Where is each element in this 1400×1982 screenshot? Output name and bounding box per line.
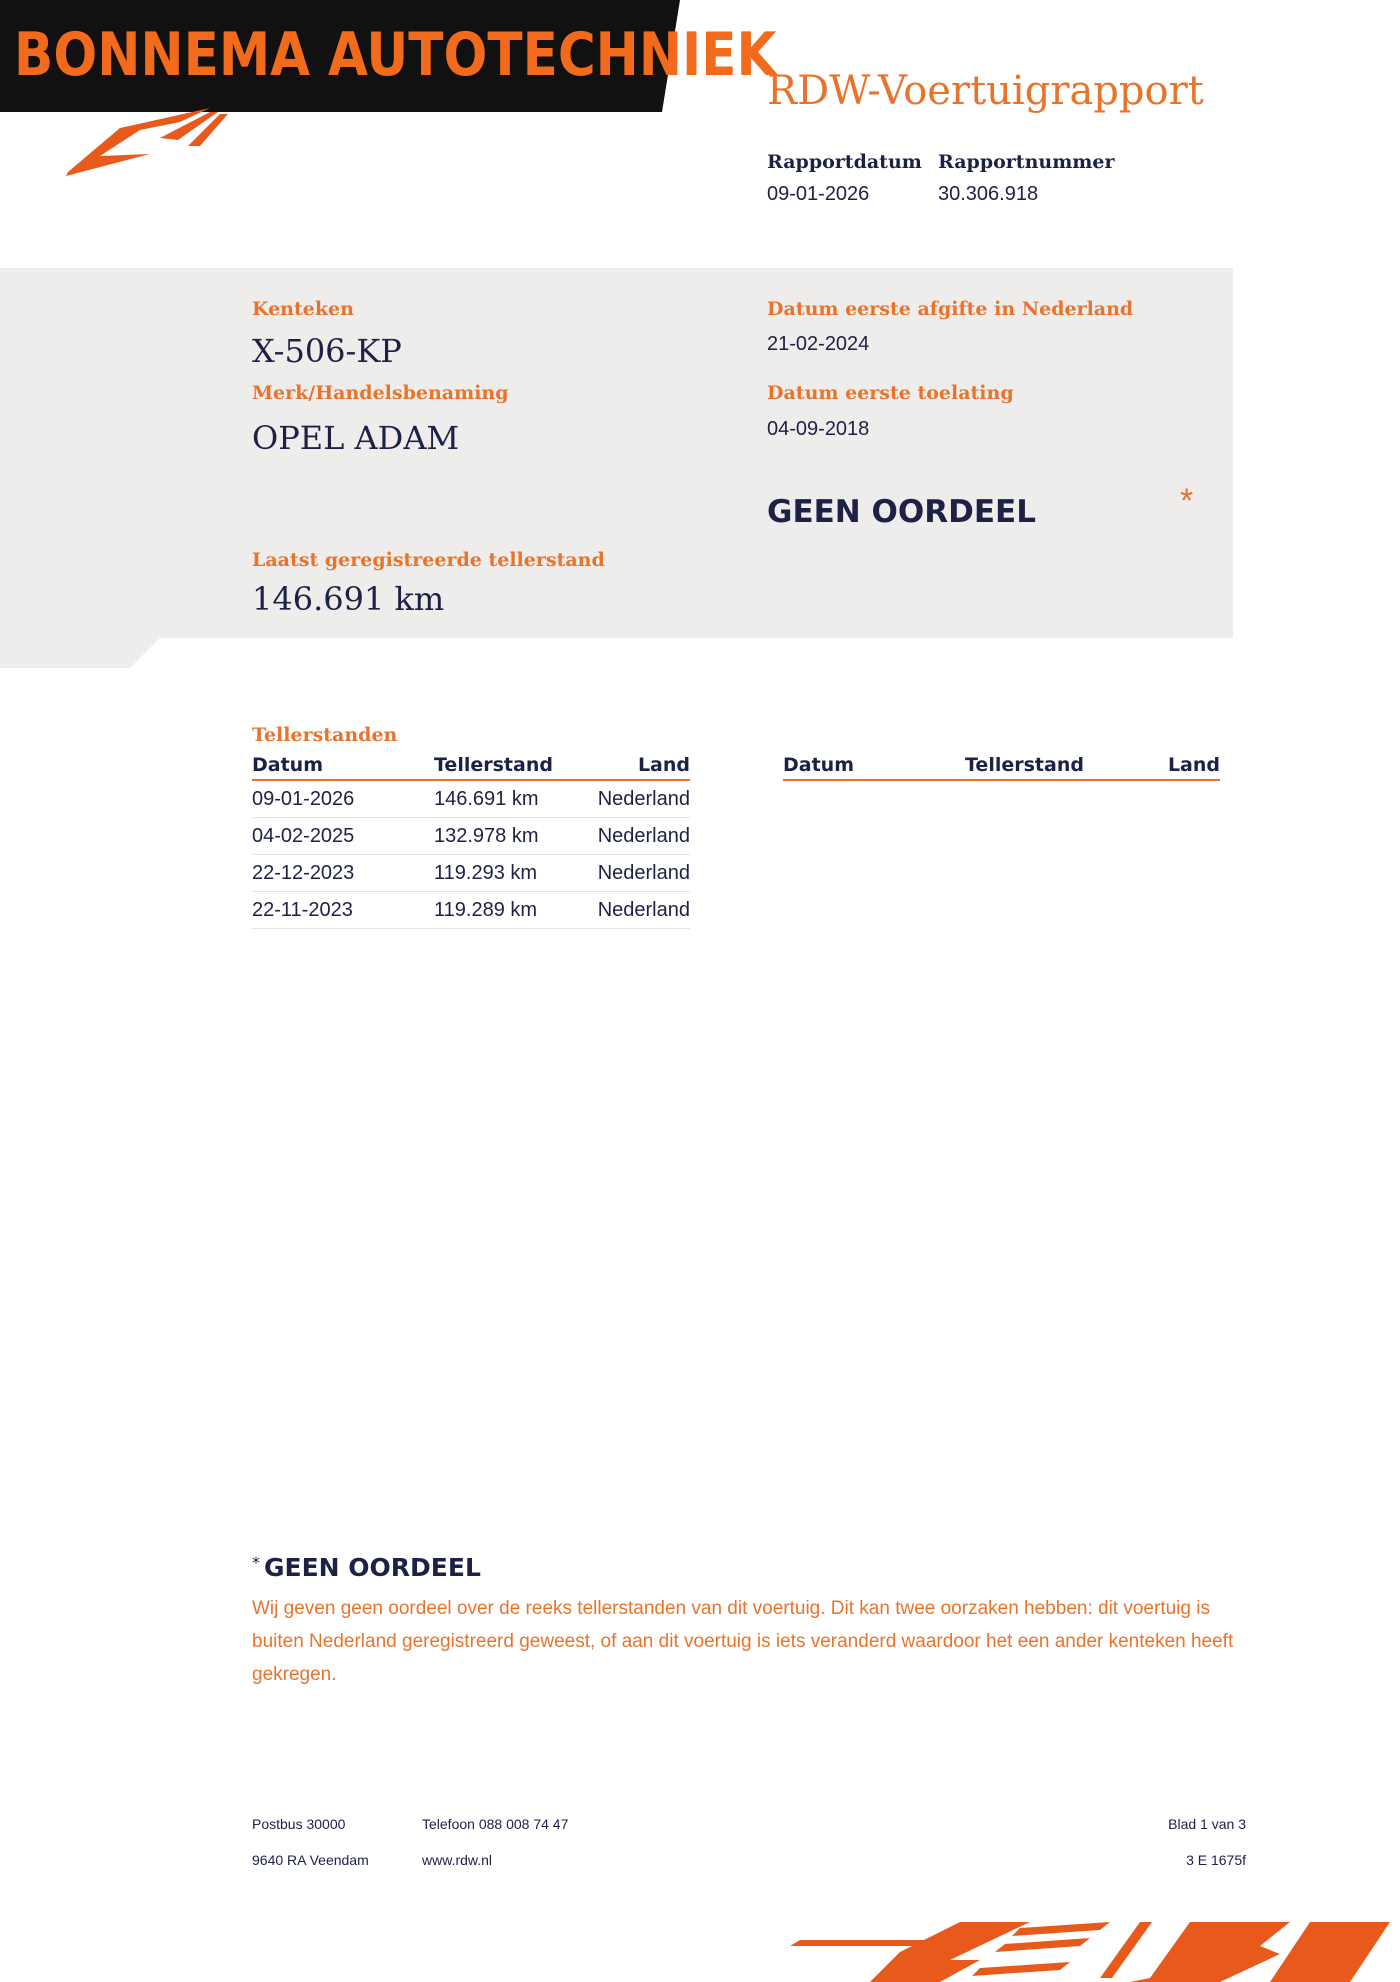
table-header-row [783, 750, 1220, 780]
tellerstanden-table [252, 750, 690, 929]
header-tellerstand: Tellerstand [434, 750, 584, 780]
afgifte-label: Datum eerste afgifte in Nederland [767, 298, 1134, 320]
footer-city: 9640 RA Veendam [252, 1852, 369, 1868]
table-row [252, 780, 690, 818]
brand-stripes-icon [790, 1918, 1390, 1982]
teller-value: 146.691 km [252, 580, 445, 618]
brand-swoosh-icon [60, 108, 230, 178]
row-tellerstand: 119.293 km [434, 855, 584, 892]
header-land: Land [1115, 750, 1220, 780]
header-datum: Datum [252, 750, 434, 780]
row-land: Nederland [584, 892, 690, 929]
brand-name: BONNEMA AUTOTECHNIEK [14, 20, 777, 90]
merk-label: Merk/Handelsbenaming [252, 382, 509, 404]
row-tellerstand: 132.978 km [434, 818, 584, 855]
rapportnummer-value: 30.306.918 [938, 183, 1039, 205]
table-row [252, 892, 690, 929]
vehicle-panel [0, 268, 1233, 638]
afgifte-value: 21-02-2024 [767, 333, 870, 355]
row-land: Nederland [584, 855, 690, 892]
footer-page: Blad 1 van 3 [1168, 1816, 1246, 1832]
kenteken-label: Kenteken [252, 298, 354, 320]
document-title: RDW-Voertuigrapport [767, 68, 1204, 114]
teller-label: Laatst geregistreerde tellerstand [252, 549, 605, 571]
row-tellerstand: 146.691 km [434, 780, 584, 818]
header-tellerstand: Tellerstand [965, 750, 1115, 780]
verdict-text: GEEN OORDEEL [767, 494, 1036, 530]
header-land: Land [584, 750, 690, 780]
panel-corner [0, 638, 170, 668]
row-datum: 09-01-2026 [252, 780, 434, 818]
table-header-row [252, 750, 690, 780]
footer-postbus: Postbus 30000 [252, 1816, 346, 1832]
footer-website[interactable]: www.rdw.nl [422, 1852, 493, 1868]
tellerstanden-table-right [783, 750, 1220, 781]
toelating-value: 04-09-2018 [767, 418, 870, 440]
row-datum: 22-12-2023 [252, 855, 434, 892]
row-land: Nederland [584, 818, 690, 855]
kenteken-value: X-506-KP [252, 332, 402, 370]
note-title [252, 1553, 481, 1582]
rapportdatum-value: 09-01-2026 [767, 183, 870, 205]
verdict-asterisk: * [1180, 482, 1194, 520]
row-tellerstand: 119.289 km [434, 892, 584, 929]
rapportnummer-label: Rapportnummer [938, 151, 1115, 173]
rapportdatum-label: Rapportdatum [767, 151, 922, 173]
header-datum: Datum [783, 750, 965, 780]
toelating-label: Datum eerste toelating [767, 382, 1014, 404]
note-title-text: GEEN OORDEEL [264, 1553, 481, 1582]
table-row [252, 818, 690, 855]
note-body: Wij geven geen oordeel over de reeks tellerstanden van dit voertuig. Dit kan twee oorzaken hebben: dit voertuig is buiten Nederland geregistreerd geweest, of aan dit voertuig is iets veranderd waardoor het een ander kenteken heeft gekregen. [252, 1598, 1234, 1685]
note-asterisk: * [252, 1553, 260, 1572]
table-row [252, 855, 690, 892]
footer-telefoon: Telefoon 088 008 74 47 [422, 1816, 569, 1832]
row-land: Nederland [584, 780, 690, 818]
footer-code: 3 E 1675f [1186, 1852, 1246, 1868]
row-datum: 04-02-2025 [252, 818, 434, 855]
tellerstanden-title: Tellerstanden [252, 724, 398, 746]
row-datum: 22-11-2023 [252, 892, 434, 929]
merk-value: OPEL ADAM [252, 419, 460, 457]
